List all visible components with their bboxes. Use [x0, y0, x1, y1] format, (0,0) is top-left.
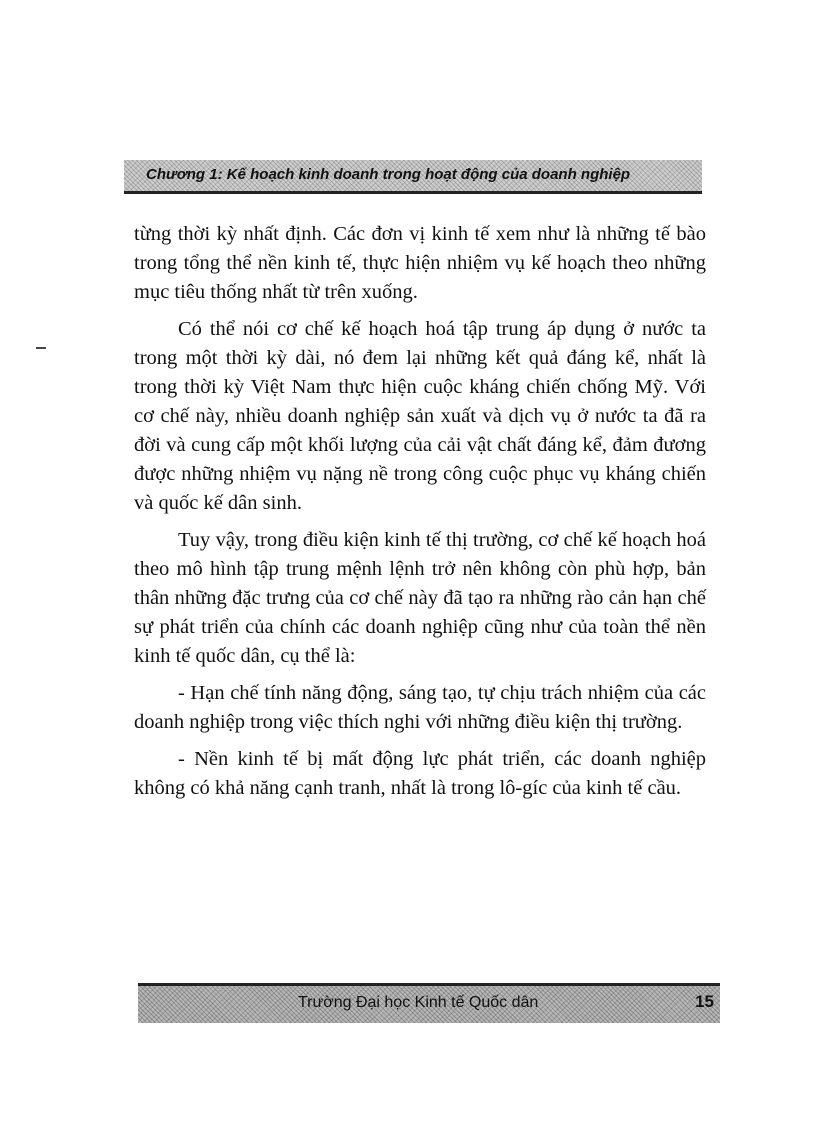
footer-institution: Trường Đại học Kinh tế Quốc dân — [298, 994, 539, 1011]
paragraph-continuation: từng thời kỳ nhất định. Các đơn vị kinh tế xem như là những tế bào trong tổng thể nền kinh tế, thực hiện nhiệm vụ kế hoạch theo những mục tiêu thống nhất từ trên xuống. — [134, 223, 706, 303]
paragraph: Tuy vậy, trong điều kiện kinh tế thị trường, cơ chế kế hoạch hoá theo mô hình tập trung mệnh lệnh trở nên không còn phù hợp, bản thân những đặc trưng của cơ chế này đã tạo ra những rào cản hạn chế sự phát triển của chính các doanh nghiệp cũng như của toàn thể nền kinh tế quốc dân, cụ thể là: — [134, 529, 706, 667]
page-number: 15 — [695, 992, 714, 1011]
paragraph: Có thể nói cơ chế kế hoạch hoá tập trung áp dụng ở nước ta trong một thời kỳ dài, nó đem lại những kết quả đáng kể, nhất là trong thời kỳ Việt Nam thực hiện cuộc kháng chiến chống Mỹ. Với cơ chế này, nhiều doanh nghiệp sản xuất và dịch vụ ở nước ta đã ra đời và cung cấp một khối lượng của cải vật chất đáng kể, đảm đương được những nhiệm vụ nặng nề trong công cuộc phục vụ kháng chiến và quốc kế dân sinh. — [134, 318, 706, 514]
body-text — [134, 220, 706, 811]
bullet-paragraph: - Nền kinh tế bị mất động lực phát triển, các doanh nghiệp không có khả năng cạnh tranh, nhất là trong lô-gíc của kinh tế cầu. — [134, 748, 706, 799]
margin-mark — [36, 347, 46, 349]
footer-band — [138, 983, 720, 1023]
bullet-paragraph: - Hạn chế tính năng động, sáng tạo, tự chịu trách nhiệm của các doanh nghiệp trong việc thích nghi với những điều kiện thị trường. — [134, 682, 706, 733]
chapter-title: Chương 1: Kế hoạch kinh doanh trong hoạt động của doanh nghiệp — [146, 166, 631, 183]
chapter-header-band — [124, 160, 702, 194]
